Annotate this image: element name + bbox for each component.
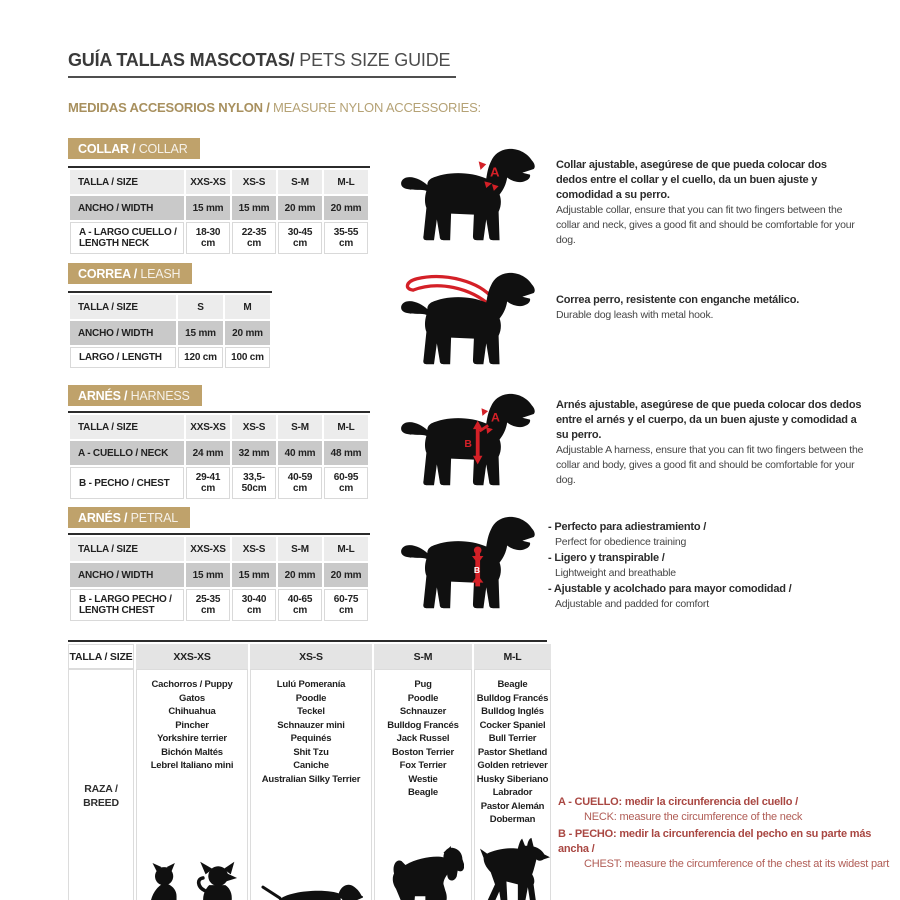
petral-width-xxs: 15 mm [186, 563, 230, 587]
collar-neck-ml: 35-55 cm [324, 222, 368, 254]
page-subtitle [68, 100, 481, 115]
breed-col-m-l [474, 669, 551, 900]
breed-list-m-l: Beagle Bulldog Francés Bulldog Inglés Cocker Spaniel Bull Terrier Pastor Shetland Golden retriever Husky Siberiano Labrador Pastor Alemán Doberman [476, 679, 549, 825]
harness-section-badge [68, 385, 202, 406]
breed-list-xxs-xs: Cachorros / Puppy Gatos Chihuahua Pincher Yorkshire terrier Bichón Maltés Lebrel Italiano mini [150, 679, 234, 771]
collar-neck-xxs: 18-30 cm [186, 222, 230, 254]
page-title [68, 50, 456, 78]
measurement-notes [558, 795, 893, 874]
page-subtitle-es: MEDIDAS ACCESORIOS NYLON / [68, 100, 270, 115]
collar-badge-en: COLLAR [138, 142, 188, 156]
leash-badge-en: LEASH [140, 267, 181, 281]
petral-th-xxs: XXS-XS [186, 537, 230, 561]
petral-chest-sm: 40-65 cm [278, 589, 322, 621]
collar-desc-es: Collar ajustable, asegúrese de que pueda colocar dos dedos entre el collar y el cuello, da un buen ajuste y comodidad a su perro. [556, 159, 827, 201]
petral-size-table [68, 533, 370, 623]
table-row [70, 415, 368, 439]
breed-th-size: TALLA / SIZE [68, 644, 134, 669]
dog-harness-illustration [396, 387, 548, 497]
petral-width-ml: 20 mm [324, 563, 368, 587]
dog-silhouette-leash-icon [396, 266, 548, 376]
harness-chest-ml: 60-95 cm [324, 467, 368, 499]
harness-size-table [68, 411, 370, 501]
collar-width-sm: 20 mm [278, 196, 322, 220]
petral-badge-es: ARNÉS / [78, 511, 128, 525]
harness-badge-en: HARNESS [130, 389, 190, 403]
harness-th-ml: M-L [324, 415, 368, 439]
petral-mark-b: B [473, 565, 480, 576]
dog-silhouette-harness-icon [396, 387, 548, 497]
breed-th-sm: S-M [374, 644, 472, 669]
petral-th-ml: M-L [324, 537, 368, 561]
breed-row-label: RAZA / BREED [68, 669, 134, 900]
harness-desc-es: Arnés ajustable, asegúrese de que pueda colocar dos dedos entre el arnés y el cuerpo, da un buen ajuste y comodidad a su perro. [556, 399, 862, 441]
petral-badge-en: PETRAL [130, 511, 179, 525]
leash-desc-en: Durable dog leash with metal hook. [556, 309, 714, 321]
harness-description [556, 398, 868, 488]
collar-th-xxs: XXS-XS [186, 170, 230, 194]
petral-bullet-1-en: Perfect for obedience training [555, 536, 687, 548]
petral-chest-xss: 30-40 cm [232, 589, 276, 621]
breed-size-table [68, 640, 547, 900]
collar-neck-xss: 22-35 cm [232, 222, 276, 254]
leash-th-m: M [225, 295, 270, 319]
doberman-silhouette-icon [475, 827, 550, 900]
petral-section-badge [68, 507, 190, 528]
harness-desc-en: Adjustable A harness, ensure that you can fit two fingers between the collar and body, gives a good fit and should be comfortable for your dog. [556, 444, 864, 486]
harness-th-sm: S-M [278, 415, 322, 439]
harness-chest-sm: 40-59 cm [278, 467, 322, 499]
harness-mark-b: B [464, 439, 472, 451]
leash-th-size: TALLA / SIZE [70, 295, 176, 319]
page-title-en: PETS SIZE GUIDE [299, 50, 451, 70]
table-row [70, 295, 270, 319]
collar-mark-a: A [490, 164, 500, 180]
page-subtitle-en: MEASURE NYLON ACCESSORIES: [273, 100, 481, 115]
harness-neck-label: A - CUELLO / NECK [70, 441, 184, 465]
petral-chest-label: B - LARGO PECHO / LENGTH CHEST [70, 589, 184, 621]
breed-col-s-m [374, 669, 472, 900]
leash-width-m: 20 mm [225, 321, 270, 345]
breed-col-xs-s [250, 669, 372, 900]
note-neck-en: NECK: measure the circumference of the neck [584, 811, 803, 823]
table-row [70, 170, 368, 194]
breed-th-xss: XS-S [250, 644, 372, 669]
breed-table-header [68, 642, 547, 669]
collar-size-table [68, 166, 370, 256]
leash-description [556, 293, 861, 323]
table-row [70, 321, 270, 345]
petral-width-sm: 20 mm [278, 563, 322, 587]
harness-mark-a: A [491, 410, 500, 425]
petral-th-sm: S-M [278, 537, 322, 561]
collar-th-xss: XS-S [232, 170, 276, 194]
harness-neck-xss: 32 mm [232, 441, 276, 465]
collar-neck-sm: 30-45 cm [278, 222, 322, 254]
leash-desc-es: Correa perro, resistente con enganche metálico. [556, 294, 800, 306]
collar-width-xxs: 15 mm [186, 196, 230, 220]
petral-th-xss: XS-S [232, 537, 276, 561]
note-chest-en: CHEST: measure the circumference of the chest at its widest part [584, 858, 890, 870]
petral-bullet-2-es: - Ligero y transpirable / [548, 551, 868, 566]
breed-list-xs-s: Lulú Pomeranía Poodle Teckel Schnauzer mini Pequinés Shit Tzu Caniche Australian Silky Terrier [261, 679, 361, 785]
collar-th-sm: S-M [278, 170, 322, 194]
collar-neck-label: A - LARGO CUELLO / LENGTH NECK [70, 222, 184, 254]
collar-desc-en: Adjustable collar, ensure that you can fit two fingers between the collar and neck, gives a good fit and should be comfortable for your dog. [556, 204, 855, 246]
table-row [70, 347, 270, 368]
breed-th-ml: M-L [474, 644, 551, 669]
petral-width-label: ANCHO / WIDTH [70, 563, 184, 587]
petral-bullet-3-en: Adjustable and padded for comfort [555, 598, 709, 610]
page-title-es: GUÍA TALLAS MASCOTAS/ [68, 50, 295, 70]
petral-chest-xxs: 25-35 cm [186, 589, 230, 621]
harness-th-size: TALLA / SIZE [70, 415, 184, 439]
collar-width-xss: 15 mm [232, 196, 276, 220]
collar-description [556, 158, 861, 248]
table-row [70, 222, 368, 254]
harness-badge-es: ARNÉS / [78, 389, 128, 403]
breed-th-xxs: XXS-XS [136, 644, 248, 669]
harness-chest-xxs: 29-41 cm [186, 467, 230, 499]
leash-length-s: 120 cm [178, 347, 223, 368]
harness-chest-label: B - PECHO / CHEST [70, 467, 184, 499]
dog-silhouette-collar-icon [396, 142, 548, 252]
petral-chest-ml: 60-75 cm [324, 589, 368, 621]
petral-bullet-1-es: - Perfecto para adiestramiento / [548, 520, 868, 535]
leash-size-table [68, 291, 272, 370]
leash-width-label: ANCHO / WIDTH [70, 321, 176, 345]
table-row [70, 441, 368, 465]
dog-silhouette-petral-icon [396, 510, 548, 620]
leash-badge-es: CORREA / [78, 267, 138, 281]
petral-width-xss: 15 mm [232, 563, 276, 587]
harness-neck-sm: 40 mm [278, 441, 322, 465]
leash-section-badge [68, 263, 192, 284]
cat-and-chihuahua-silhouette-icon [137, 861, 247, 900]
dog-collar-illustration [396, 142, 548, 252]
leash-th-s: S [178, 295, 223, 319]
petral-th-size: TALLA / SIZE [70, 537, 184, 561]
dog-leash-illustration [396, 266, 548, 376]
note-chest-es: B - PECHO: medir la circunferencia del pecho en su parte más ancha / [558, 828, 872, 855]
harness-th-xxs: XXS-XS [186, 415, 230, 439]
petral-bullet-2-en: Lightweight and breathable [555, 567, 676, 579]
leash-width-s: 15 mm [178, 321, 223, 345]
table-row [70, 196, 368, 220]
collar-badge-es: COLLAR / [78, 142, 136, 156]
harness-th-xss: XS-S [232, 415, 276, 439]
table-row [70, 537, 368, 561]
table-row [70, 563, 368, 587]
breed-table-body [68, 669, 547, 900]
petral-bullet-3-es: - Ajustable y acolchado para mayor comodidad / [548, 582, 868, 597]
table-row [70, 589, 368, 621]
note-neck-es: A - CUELLO: medir la circunferencia del cuello / [558, 796, 798, 808]
table-row [70, 467, 368, 499]
breed-col-xxs-xs [136, 669, 248, 900]
collar-th-size: TALLA / SIZE [70, 170, 184, 194]
leash-length-m: 100 cm [225, 347, 270, 368]
collar-th-ml: M-L [324, 170, 368, 194]
dog-petral-illustration [396, 510, 548, 620]
harness-neck-ml: 48 mm [324, 441, 368, 465]
petral-feature-list [548, 520, 868, 613]
collar-width-label: ANCHO / WIDTH [70, 196, 184, 220]
schnauzer-silhouette-icon [375, 845, 471, 900]
collar-section-badge [68, 138, 200, 159]
harness-chest-xss: 33,5-50cm [232, 467, 276, 499]
harness-neck-xxs: 24 mm [186, 441, 230, 465]
breed-list-s-m: Pug Poodle Schnauzer Bulldog Francés Jack Russel Boston Terrier Fox Terrier Westie Beagle [387, 679, 459, 798]
dachshund-silhouette-icon [251, 875, 371, 900]
collar-width-ml: 20 mm [324, 196, 368, 220]
leash-length-label: LARGO / LENGTH [70, 347, 176, 368]
